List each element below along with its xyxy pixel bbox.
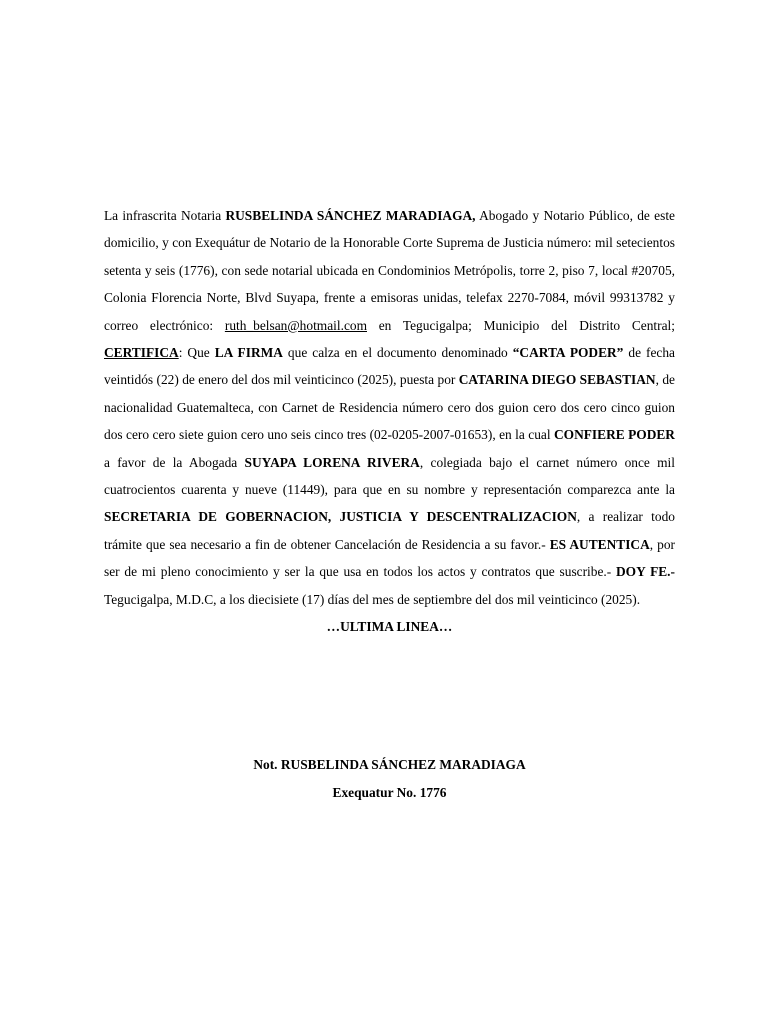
signature-exequatur: Exequatur No. 1776 (332, 785, 447, 800)
text-segment: , por ser de mi pleno conocimiento y ser la que usa en todos los actos y contratos que suscribe.- (104, 536, 675, 580)
text-segment: La infrascrita Notaria (104, 208, 226, 223)
signature-name: Not. RUSBELINDA SÁNCHEZ MARADIAGA (253, 757, 526, 772)
text-segment: Tegucigalpa, M.D.C, a los diecisiete (17) días del mes de septiembre del dos mil veinticinco (2025). (104, 591, 641, 607)
confiere-poder-bold: CONFIERE PODER (554, 427, 675, 443)
text-segment: que calza en el documento denominado (282, 345, 513, 361)
attorney-name-bold: SUYAPA LORENA RIVERA (244, 454, 420, 470)
document-body (104, 202, 675, 641)
text-segment: en Tegucigalpa; Municipio del Distrito Central; (367, 317, 675, 333)
text-segment: , colegiada bajo el carnet número once mil cuatrocientos cuarenta y nueve (11449), para que en su nombre y representación comparezca ante la (104, 454, 675, 498)
doy-fe-bold: DOY FE.- (616, 564, 675, 580)
carta-poder-bold: “CARTA PODER” (512, 345, 624, 361)
text-segment: Abogado y Notario Público, de este domicilio, y con Exequátur de Notario de la Honorable Corte Suprema de Justicia número: mil setecientos setenta y seis (1776), con sede notarial ubicada en Condominios Metrópolis, torre 2, piso 7, local #20705, Colonia Florencia Norte, Blvd Suyapa, frente a emisoras unidas, telefax 2270-7084, móvil 99313782 y correo electrónico: (104, 208, 676, 333)
es-autentica-bold: ES AUTENTICA (549, 536, 650, 552)
secretaria-bold: SECRETARIA DE GOBERNACION, JUSTICIA Y DESCENTRALIZACION (104, 509, 577, 525)
text-segment: , de nacionalidad Guatemalteca, con Carnet de Residencia número cero dos guion cero dos cero cinco guion dos cero cero siete guion cero uno seis cinco tres (02-0205-2007-01653), en la cual (104, 372, 675, 443)
text-segment: : Que (178, 345, 215, 361)
text-segment: a favor de la Abogada (104, 454, 245, 470)
notary-name-bold: RUSBELINDA SÁNCHEZ MARADIAGA, (225, 208, 476, 223)
email-link[interactable]: ruth_belsan@hotmail.com (224, 317, 367, 333)
text-segment: de fecha veintidós (22) de enero del dos mil veinticinco (2025), puesta por (104, 345, 675, 388)
certification-paragraph (104, 202, 675, 613)
ultima-linea: …ULTIMA LINEA… (326, 619, 453, 635)
text-segment: , a realizar todo trámite que sea necesario a fin de obtener Cancelación de Residencia a su favor.- (104, 509, 675, 552)
grantor-name-bold: CATARINA DIEGO SEBASTIAN (458, 372, 656, 388)
la-firma-bold: LA FIRMA (214, 345, 283, 361)
certifica-heading: CERTIFICA (104, 345, 179, 361)
